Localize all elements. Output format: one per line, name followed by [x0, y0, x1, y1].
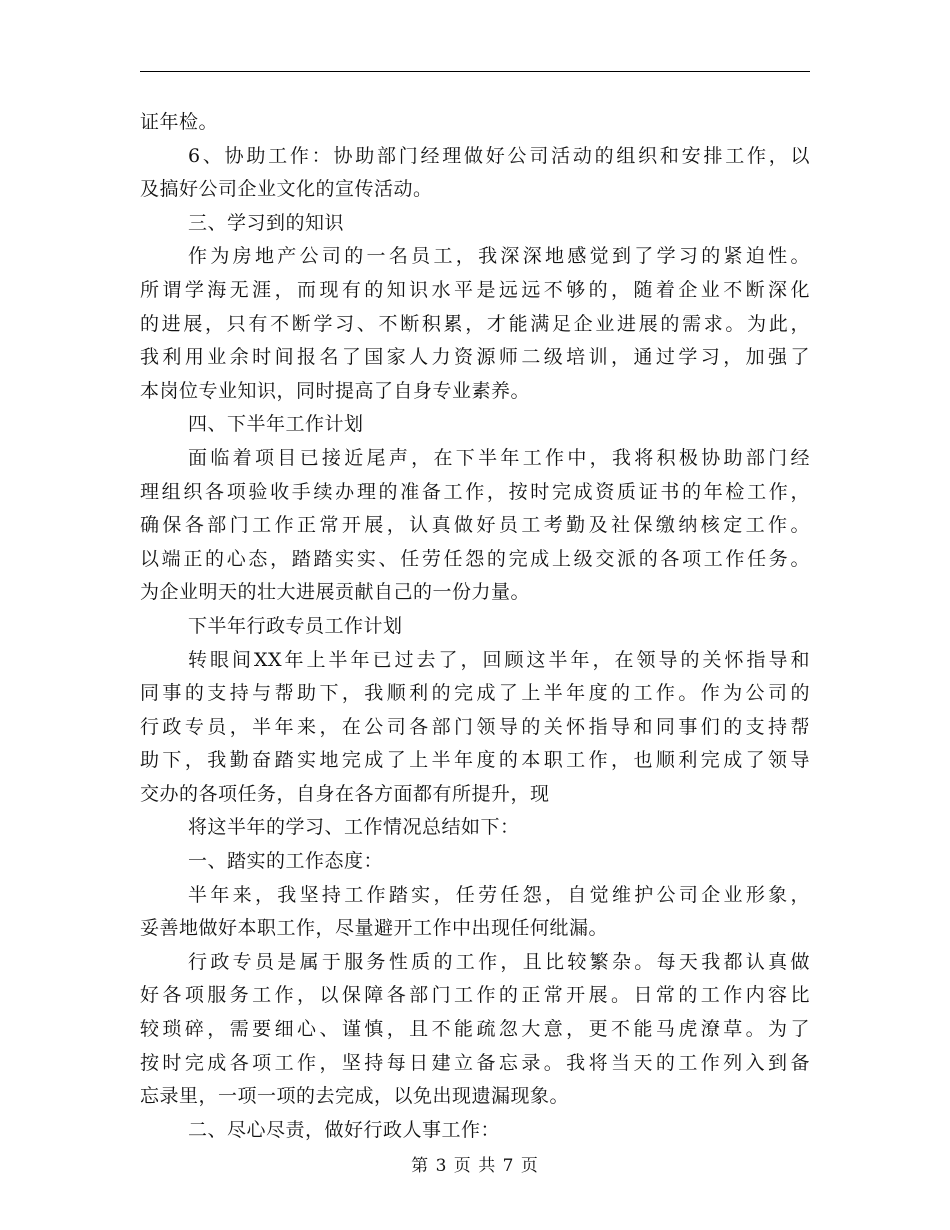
document-body: [140, 106, 810, 1147]
text-line: 行政专员，半年来，在公司各部门领导的关怀指导和同事们的支持帮: [140, 715, 810, 738]
header-rule: [140, 71, 810, 72]
text-line: 我利用业余时间报名了国家人力资源师二级培训，通过学习，加强了: [140, 346, 810, 369]
text-line: 好各项服务工作，以保障各部门工作的正常开展。日常的工作内容比: [140, 984, 810, 1007]
text-line: 的进展，只有不断学习、不断积累，才能满足企业进展的需求。为此，: [140, 312, 810, 335]
text-line: 交办的各项任务，自身在各方面都有所提升，现: [140, 782, 550, 805]
text-line: 四、下半年工作计划: [188, 413, 364, 436]
text-line: 二、尽心尽责，做好行政人事工作：: [188, 1118, 501, 1141]
text-line: 同事的支持与帮助下，我顺利的完成了上半年度的工作。作为公司的: [140, 682, 810, 705]
text-line: 转眼间XX年上半年已过去了，回顾这半年，在领导的关怀指导和: [188, 648, 810, 671]
text-line: 助下，我勤奋踏实地完成了上半年度的本职工作，也顺利完成了领导: [140, 749, 810, 772]
text-line: 行政专员是属于服务性质的工作，且比较繁杂。每天我都认真做: [188, 950, 810, 973]
text-line: 以端正的心态，踏踏实实、任劳任怨的完成上级交派的各项工作任务。: [140, 547, 810, 570]
text-line: 下半年行政专员工作计划: [188, 614, 403, 637]
text-line: 所谓学海无涯，而现有的知识水平是远远不够的，随着企业不断深化: [140, 278, 810, 301]
text-line: 面临着项目已接近尾声，在下半年工作中，我将积极协助部门经: [188, 446, 810, 469]
text-line: 按时完成各项工作，坚持每日建立备忘录。我将当天的工作列入到备: [140, 1051, 810, 1074]
text-line: 忘录里，一项一项的去完成，以免出现遗漏现象。: [140, 1085, 570, 1108]
text-line: 作为房地产公司的一名员工，我深深地感觉到了学习的紧迫性。: [188, 245, 810, 268]
page-number: 第 3 页 共 7 页: [411, 1156, 539, 1176]
text-line: 将这半年的学习、工作情况总结如下：: [188, 816, 520, 839]
text-line: 确保各部门工作正常开展，认真做好员工考勤及社保缴纳核定工作。: [140, 514, 810, 537]
text-line: 一、踏实的工作态度：: [188, 850, 384, 873]
text-line: 三、学习到的知识: [188, 211, 345, 234]
text-line: 半年来，我坚持工作踏实，任劳任怨，自觉维护公司企业形象，: [188, 883, 810, 906]
text-line: 本岗位专业知识，同时提高了自身专业素养。: [140, 379, 531, 402]
text-line: 妥善地做好本职工作，尽量避开工作中出现任何纰漏。: [140, 917, 609, 940]
text-line: 6、协助工作：协助部门经理做好公司活动的组织和安排工作，以: [188, 144, 810, 167]
text-line: 证年检。: [140, 111, 219, 133]
text-line: 为企业明天的壮大进展贡献自己的一份力量。: [140, 581, 531, 604]
text-line: 及搞好公司企业文化的宣传活动。: [140, 178, 433, 201]
text-line: 较琐碎，需要细心、谨慎，且不能疏忽大意，更不能马虎潦草。为了: [140, 1018, 810, 1041]
text-line: 理组织各项验收手续办理的准备工作，按时完成资质证书的年检工作，: [140, 480, 810, 503]
